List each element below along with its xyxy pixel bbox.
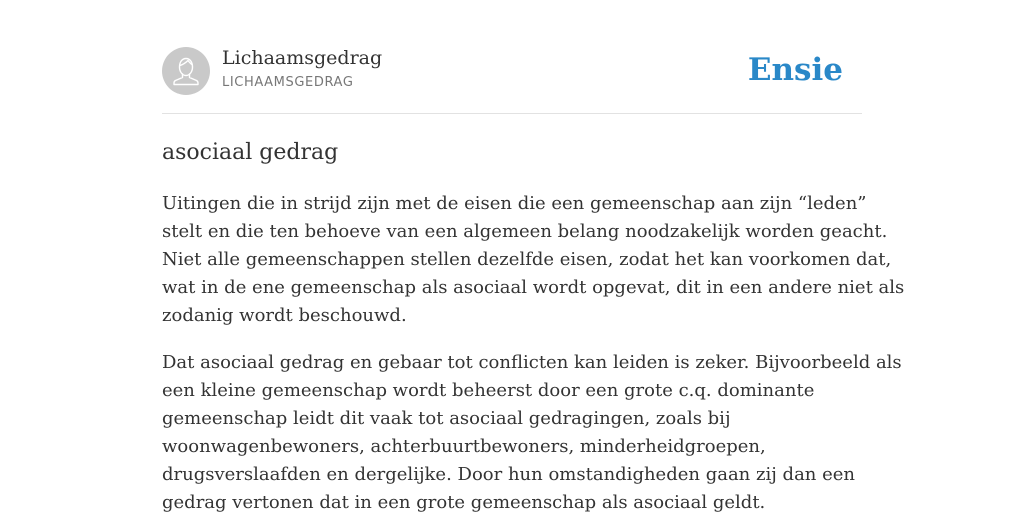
paragraph-line: woonwagenbewoners, achterbuurtbewoners, minderheidgroepen, <box>162 436 766 457</box>
paragraph-line: een kleine gemeenschap wordt beheerst door een grote c.q. dominante <box>162 380 815 401</box>
paragraph-line: drugsverslaafden en dergelijke. Door hun omstandigheden gaan zij dan een <box>162 464 856 485</box>
article-paragraph-2 <box>162 349 902 512</box>
paragraph-line: Dat asociaal gedrag en gebaar tot conflicten kan leiden is zeker. Bijvoorbeeld als <box>162 352 902 373</box>
author-category[interactable]: LICHAAMSGEDRAG <box>222 75 354 90</box>
ensie-logo[interactable]: Ensie <box>747 52 843 88</box>
paragraph-line: gemeenschap leidt dit vaak tot asociaal gedragingen, zoals bij <box>162 408 731 429</box>
paragraph-line: wat in de ene gemeenschap als asociaal wordt opgevat, dit in een andere niet als <box>162 277 905 298</box>
paragraph-line: Niet alle gemeenschappen stellen dezelfde eisen, zodat het kan voorkomen dat, <box>162 249 892 270</box>
paragraph-line: gedrag vertonen dat in een grote gemeenschap als asociaal geldt. <box>162 492 766 512</box>
article-header <box>162 0 862 114</box>
paragraph-line: Uitingen die in strijd zijn met de eisen die een gemeenschap aan zijn “leden” <box>162 193 867 214</box>
author-avatar[interactable] <box>162 47 210 95</box>
paragraph-line: stelt en die ten behoeve van een algemeen belang noodzakelijk worden geacht. <box>162 221 888 242</box>
paragraph-line: zodanig wordt beschouwd. <box>162 305 407 326</box>
author-name[interactable]: Lichaamsgedrag <box>222 47 383 69</box>
article-body <box>162 190 905 512</box>
article-page <box>162 0 905 512</box>
user-avatar-icon <box>162 47 210 95</box>
article-title: asociaal gedrag <box>162 140 339 165</box>
article-paragraph-1 <box>162 190 905 330</box>
